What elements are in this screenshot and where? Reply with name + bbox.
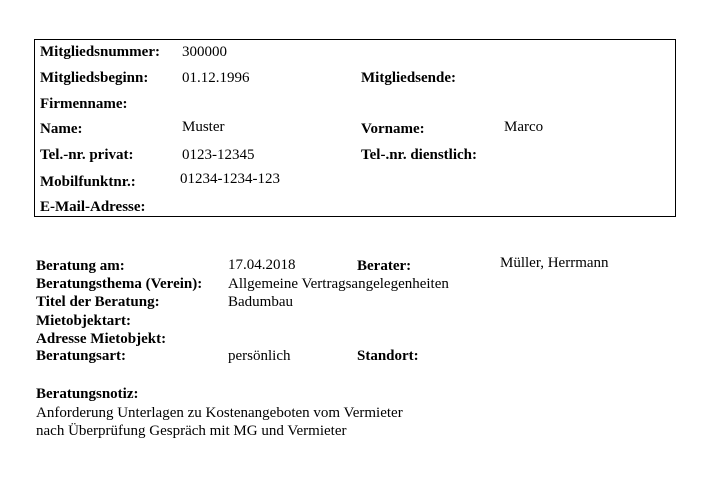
phone-private-label: Tel.-nr. privat: (40, 147, 134, 163)
consult-date-label: Beratung am: (36, 258, 125, 274)
consult-type-value: persönlich (228, 348, 291, 364)
phone-work-label: Tel-.nr. dienstlich: (361, 147, 477, 163)
member-start-label: Mitgliedsbeginn: (40, 70, 149, 86)
member-number-label: Mitgliedsnummer: (40, 44, 160, 60)
last-name-label: Name: (40, 121, 83, 137)
consult-note-label: Beratungsnotiz: (36, 386, 139, 402)
company-name-label: Firmenname: (40, 96, 128, 112)
member-end-label: Mitgliedsende: (361, 70, 456, 86)
mobile-value: 01234-1234-123 (180, 171, 280, 187)
rental-object-address-label: Adresse Mietobjekt: (36, 331, 167, 347)
phone-private-value: 0123-12345 (182, 147, 255, 163)
consult-date-value: 17.04.2018 (228, 257, 296, 273)
email-label: E-Mail-Adresse: (40, 199, 146, 215)
consultant-value: Müller, Herrmann (500, 255, 609, 271)
member-start-value: 01.12.1996 (182, 70, 250, 86)
member-number-value: 300000 (182, 44, 227, 60)
first-name-value: Marco (504, 119, 544, 135)
last-name-value: Muster (182, 119, 225, 135)
consult-topic-label: Beratungsthema (Verein): (36, 276, 203, 292)
rental-object-type-label: Mietobjektart: (36, 313, 131, 329)
consult-title-label: Titel der Beratung: (36, 294, 160, 310)
consult-topic-value: Allgemeine Vertragsangelegenheiten (228, 276, 449, 292)
mobile-label: Mobilfunktnr.: (40, 174, 136, 190)
member-info-box (34, 39, 676, 217)
consult-note-line-2: nach Überprüfung Gespräch mit MG und Vermieter (36, 423, 347, 439)
consult-note-line-1: Anforderung Unterlagen zu Kostenangeboten vom Vermieter (36, 405, 403, 421)
first-name-label: Vorname: (361, 121, 425, 137)
location-label: Standort: (357, 348, 419, 364)
consult-title-value: Badumbau (228, 294, 293, 310)
consultant-label: Berater: (357, 258, 412, 274)
consult-type-label: Beratungsart: (36, 348, 126, 364)
